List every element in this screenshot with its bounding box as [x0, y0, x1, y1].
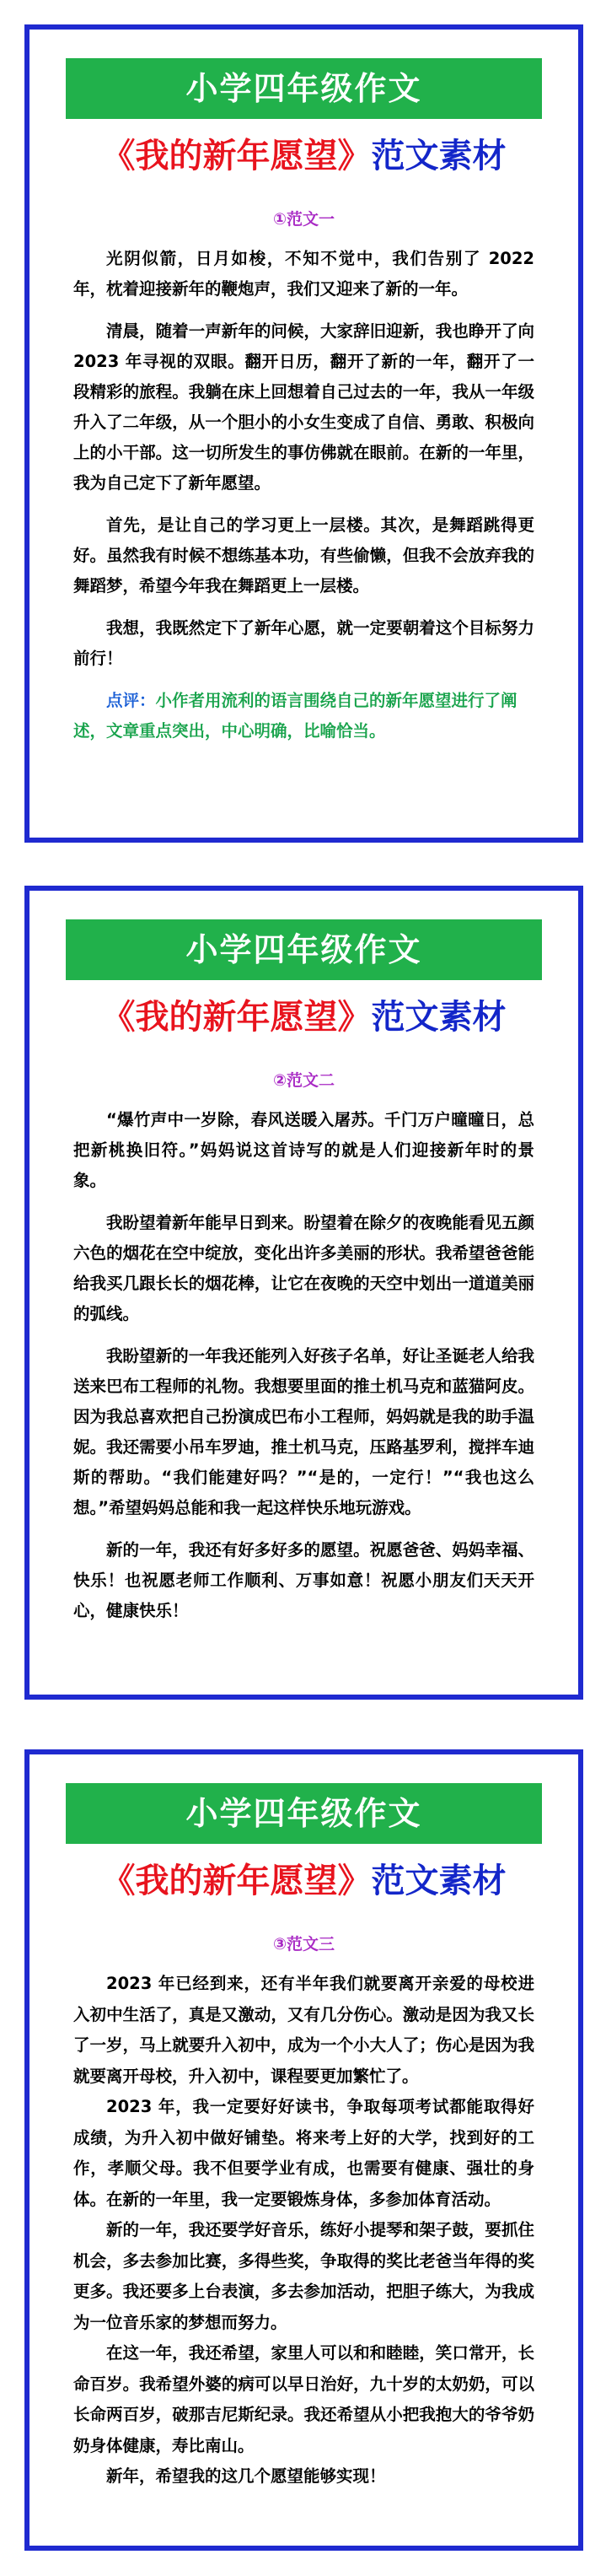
essay-body [29, 244, 578, 746]
grade-banner: 小学四年级作文 [66, 1783, 542, 1844]
paragraph: 新的一年，我还有好多好多的愿望。祝愿爸爸、妈妈幸福、快乐！也祝愿老师工作顺利、万事如意！祝愿小朋友们天天开心，健康快乐！ [73, 1540, 534, 1620]
grade-banner: 小学四年级作文 [66, 919, 542, 980]
sample-label: ②范文二 [272, 1071, 335, 1090]
essay-title-suffix: 范文素材 [371, 1862, 507, 1900]
paragraph: 我盼望新的一年我还能列入好孩子名单，好让圣诞老人给我送来巴布工程师的礼物。我想要里面的推土机马克和蓝猫阿皮。因为我总喜欢把自己扮演成巴布小工程师，妈妈就是我的助手温妮。我还需要小吊车罗迪，推土机马克，压路基罗利，搅拌车迪斯的帮助。“我们能建好吗？”“是的，一定行！”“我也这么想。”希望妈妈总能和我一起这样快乐地玩游戏。 [73, 1346, 534, 1517]
paragraph: 新的一年，我还要学好音乐，练好小提琴和架子鼓，要抓住机会，多去参加比赛，多得些奖，争取得的奖比老爸当年得的奖更多。我还要多上台表演，多去参加活动，把胆子练大，为我成为一位音乐家的梦想而努力。 [73, 2220, 534, 2332]
paragraph: 2023 年已经到来，还有半年我们就要离开亲爱的母校进入初中生活了，真是又激动，又有几分伤心。激动是因为我又长了一岁，马上就要升入初中，成为一个小大人了；伤心是因为我就要离开母校，升入初中，课程要更加繁忙了。 [73, 1974, 534, 2086]
essay-title [29, 1857, 578, 1905]
essay-title-main: 《我的新年愿望》 [101, 137, 372, 175]
essay-body [29, 1105, 578, 1626]
sample-label: ③范文三 [272, 1935, 335, 1954]
essay-card-2 [24, 886, 583, 1700]
essay-body [29, 1969, 578, 2492]
essay-card-3 [24, 1749, 583, 2551]
paragraph: 在这一年，我还希望，家里人可以和和睦睦，笑口常开，长命百岁。我希望外婆的病可以早日治好，九十岁的太奶奶，可以长命两百岁，破那吉尼斯纪录。我还希望从小把我抱大的爷爷奶奶身体健康，寿比南山。 [73, 2343, 534, 2455]
comment-text: 小作者用流利的语言围绕自己的新年愿望进行了阐述，文章重点突出，中心明确，比喻恰当。 [73, 691, 518, 741]
paragraph: 首先，是让自己的学习更上一层楼。其次，是舞蹈跳得更好。虽然我有时候不想练基本功，有些偷懒，但我不会放弃我的舞蹈梦，希望今年我在舞蹈更上一层楼。 [73, 515, 534, 595]
paragraph: 我想，我既然定下了新年心愿，就一定要朝着这个目标努力前行！ [73, 618, 534, 668]
essay-title [29, 132, 578, 180]
essay-title [29, 994, 578, 1041]
sample-label: ①范文一 [272, 210, 335, 229]
essay-title-suffix: 范文素材 [371, 998, 507, 1037]
teacher-comment [73, 686, 534, 746]
essay-card-1 [24, 24, 583, 843]
paragraph: 新年，希望我的这几个愿望能够实现！ [106, 2466, 386, 2486]
paragraph: “爆竹声中一岁除，春风送暖入屠苏。千门万户曈曈日，总把新桃换旧符。”妈妈说这首诗写的就是人们迎接新年时的景象。 [73, 1110, 534, 1190]
paragraph: 2023 年，我一定要好好读书，争取每项考试都能取得好成绩，为升入初中做好铺垫。将来考上好的大学，找到好的工作，孝顺父母。我不但要学业有成，也需要有健康、强壮的身体。在新的一年里，我一定要锻炼身体，多参加体育活动。 [73, 2097, 534, 2209]
essay-title-suffix: 范文素材 [371, 137, 507, 175]
essay-title-main: 《我的新年愿望》 [101, 998, 372, 1037]
grade-banner: 小学四年级作文 [66, 58, 542, 119]
comment-key: 点评： [106, 691, 156, 710]
paragraph: 光阴似箭，日月如梭，不知不觉中，我们告别了 2022 年，枕着迎接新年的鞭炮声，我们又迎来了新的一年。 [73, 249, 534, 299]
paragraph: 我盼望着新年能早日到来。盼望着在除夕的夜晚能看见五颜六色的烟花在空中绽放，变化出许多美丽的形状。我希望爸爸能给我买几跟长长的烟花棒，让它在夜晚的天空中划出一道道美丽的弧线。 [73, 1213, 534, 1323]
essay-title-main: 《我的新年愿望》 [101, 1862, 372, 1900]
paragraph: 清晨，随着一声新年的问候，大家辞旧迎新，我也睁开了向 2023 年寻视的双眼。翻开日历，翻开了新的一年，翻开了一段精彩的旅程。我躺在床上回想着自己过去的一年，我从一年级升入了二年级，从一个胆小的小女生变成了自信、勇敢、积极向上的小干部。这一切所发生的事仿佛就在眼前。在新的一年里，我为自己定下了新年愿望。 [73, 321, 534, 493]
